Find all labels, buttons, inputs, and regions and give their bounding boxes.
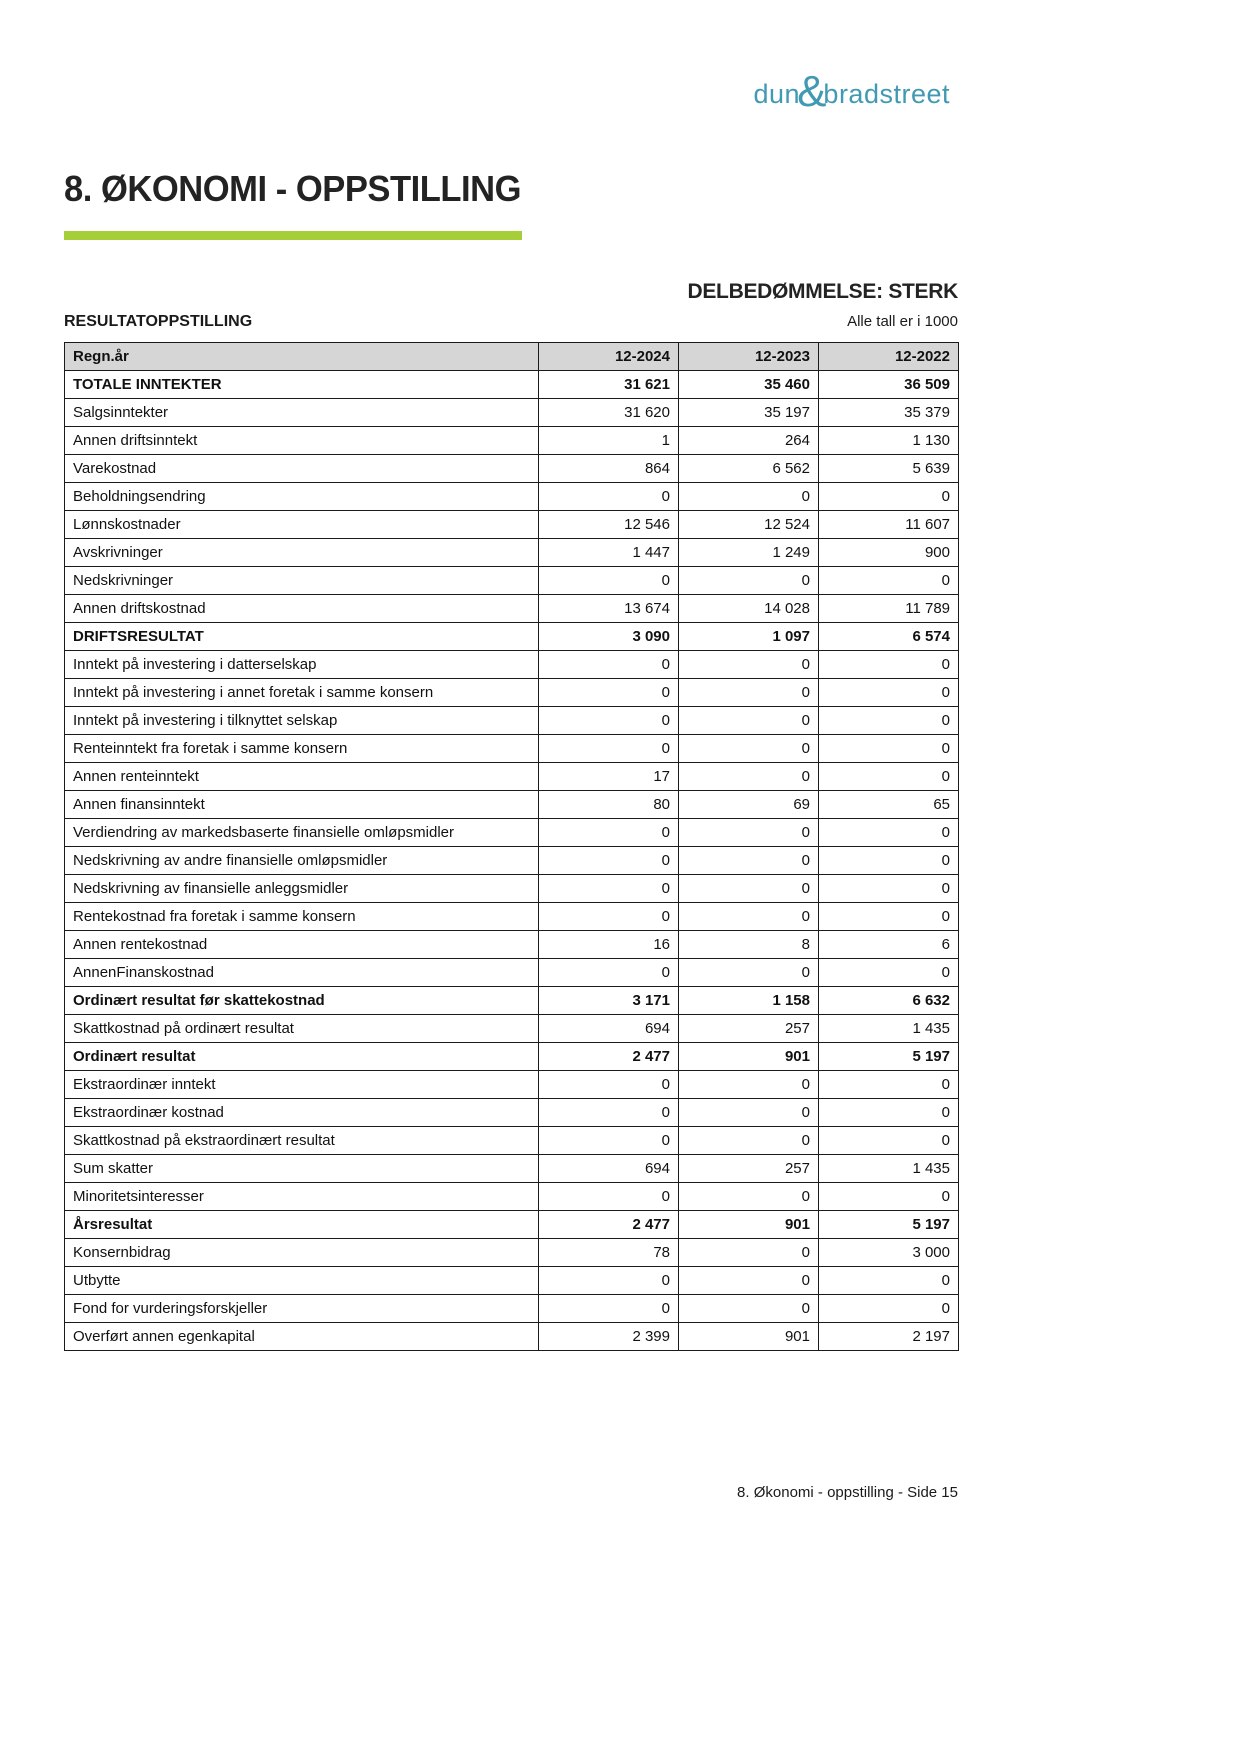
row-value: 0: [819, 1183, 959, 1211]
row-value: 0: [539, 651, 679, 679]
row-value: 0: [679, 651, 819, 679]
row-label: Annen finansinntekt: [65, 791, 539, 819]
row-value: 0: [679, 707, 819, 735]
results-table: [64, 342, 959, 1351]
row-label: Nedskrivninger: [65, 567, 539, 595]
row-label: TOTALE INNTEKTER: [65, 371, 539, 399]
row-value: 16: [539, 931, 679, 959]
row-value: 0: [539, 819, 679, 847]
row-value: 35 460: [679, 371, 819, 399]
row-label: Varekostnad: [65, 455, 539, 483]
row-value: 3 000: [819, 1239, 959, 1267]
table-row: [65, 1295, 959, 1323]
row-value: 0: [539, 1071, 679, 1099]
row-value: 35 197: [679, 399, 819, 427]
row-value: 0: [539, 679, 679, 707]
dun-bradstreet-logo: [753, 67, 951, 116]
row-value: 900: [819, 539, 959, 567]
table-row: [65, 651, 959, 679]
table-row: [65, 987, 959, 1015]
row-value: 0: [679, 1239, 819, 1267]
page-content: [64, 0, 958, 1754]
row-value: 0: [539, 875, 679, 903]
row-value: 1 097: [679, 623, 819, 651]
row-label: Fond for vurderingsforskjeller: [65, 1295, 539, 1323]
row-value: 0: [679, 1071, 819, 1099]
row-value: 0: [679, 903, 819, 931]
row-label: Minoritetsinteresser: [65, 1183, 539, 1211]
table-row: [65, 903, 959, 931]
row-value: 0: [819, 483, 959, 511]
row-value: 69: [679, 791, 819, 819]
row-value: 257: [679, 1155, 819, 1183]
row-value: 11 607: [819, 511, 959, 539]
row-value: 0: [679, 735, 819, 763]
row-value: 6 574: [819, 623, 959, 651]
table-row: [65, 511, 959, 539]
table-row: [65, 483, 959, 511]
row-value: 0: [819, 819, 959, 847]
table-row: [65, 707, 959, 735]
row-value: 12 546: [539, 511, 679, 539]
row-label: Ekstraordinær kostnad: [65, 1099, 539, 1127]
row-value: 864: [539, 455, 679, 483]
table-section-label: RESULTATOPPSTILLING: [64, 313, 253, 330]
row-value: 0: [539, 903, 679, 931]
row-value: 2 477: [539, 1211, 679, 1239]
row-label: Konsernbidrag: [65, 1239, 539, 1267]
row-value: 0: [819, 1099, 959, 1127]
table-row: [65, 1183, 959, 1211]
row-label: Sum skatter: [65, 1155, 539, 1183]
row-value: 80: [539, 791, 679, 819]
table-row: [65, 763, 959, 791]
assessment-rating: DELBEDØMMELSE: STERK: [687, 280, 958, 303]
row-value: 3 171: [539, 987, 679, 1015]
row-label: Verdiendring av markedsbaserte finansielle omløpsmidler: [65, 819, 539, 847]
row-value: 0: [679, 1295, 819, 1323]
row-value: 0: [679, 959, 819, 987]
table-row: [65, 1043, 959, 1071]
row-value: 0: [539, 483, 679, 511]
row-label: DRIFTSRESULTAT: [65, 623, 539, 651]
row-label: Nedskrivning av andre finansielle omløpsmidler: [65, 847, 539, 875]
page-title: 8. ØKONOMI - OPPSTILLING: [64, 168, 521, 209]
table-row: [65, 1323, 959, 1351]
row-value: 1 447: [539, 539, 679, 567]
row-value: 0: [679, 1099, 819, 1127]
row-value: 0: [819, 1071, 959, 1099]
row-value: 5 639: [819, 455, 959, 483]
table-row: [65, 595, 959, 623]
row-label: Avskrivninger: [65, 539, 539, 567]
row-label: Inntekt på investering i annet foretak i samme konsern: [65, 679, 539, 707]
row-value: 0: [539, 1127, 679, 1155]
table-row: [65, 399, 959, 427]
row-value: 0: [819, 735, 959, 763]
row-label: Inntekt på investering i tilknyttet selskap: [65, 707, 539, 735]
row-label: Nedskrivning av finansielle anleggsmidler: [65, 875, 539, 903]
row-value: 0: [539, 707, 679, 735]
row-label: Skattkostnad på ekstraordinært resultat: [65, 1127, 539, 1155]
row-value: 6 632: [819, 987, 959, 1015]
row-label: Beholdningsendring: [65, 483, 539, 511]
row-value: 264: [679, 427, 819, 455]
row-value: 0: [679, 1183, 819, 1211]
row-value: 0: [819, 1295, 959, 1323]
row-value: 1: [539, 427, 679, 455]
row-label: Ordinært resultat før skattekostnad: [65, 987, 539, 1015]
table-row: [65, 735, 959, 763]
row-value: 1 158: [679, 987, 819, 1015]
column-header-2023: 12-2023: [679, 343, 819, 371]
row-value: 0: [679, 679, 819, 707]
row-value: 0: [539, 1267, 679, 1295]
row-label: Rentekostnad fra foretak i samme konsern: [65, 903, 539, 931]
table-row: [65, 1267, 959, 1295]
column-header-2022: 12-2022: [819, 343, 959, 371]
row-value: 0: [819, 1267, 959, 1295]
row-label: Annen driftskostnad: [65, 595, 539, 623]
row-value: 14 028: [679, 595, 819, 623]
row-value: 31 621: [539, 371, 679, 399]
row-value: 0: [819, 875, 959, 903]
row-label: Annen rentekostnad: [65, 931, 539, 959]
logo-word-dun: dun: [753, 78, 801, 109]
row-value: 901: [679, 1043, 819, 1071]
row-value: 0: [819, 707, 959, 735]
table-row: [65, 847, 959, 875]
results-table-body: [65, 371, 959, 1351]
row-value: 5 197: [819, 1211, 959, 1239]
table-row: [65, 819, 959, 847]
row-value: 0: [819, 567, 959, 595]
row-value: 0: [679, 763, 819, 791]
row-value: 78: [539, 1239, 679, 1267]
row-label: Salgsinntekter: [65, 399, 539, 427]
row-value: 0: [539, 1099, 679, 1127]
row-value: 0: [819, 903, 959, 931]
column-header-label: Regn.år: [65, 343, 539, 371]
row-label: Lønnskostnader: [65, 511, 539, 539]
row-value: 0: [539, 959, 679, 987]
row-value: 0: [539, 735, 679, 763]
row-value: 35 379: [819, 399, 959, 427]
table-row: [65, 1239, 959, 1267]
unit-note: Alle tall er i 1000: [847, 313, 958, 330]
logo-word-bradstreet: bradstreet: [823, 78, 950, 109]
header-row: [65, 343, 959, 371]
row-value: 0: [819, 1127, 959, 1155]
row-value: 0: [819, 959, 959, 987]
table-caption-row: [64, 313, 958, 331]
row-value: 0: [539, 1183, 679, 1211]
table-row: [65, 791, 959, 819]
table-row: [65, 875, 959, 903]
row-label: Inntekt på investering i datterselskap: [65, 651, 539, 679]
row-label: Overført annen egenkapital: [65, 1323, 539, 1351]
row-value: 0: [679, 1127, 819, 1155]
table-row: [65, 455, 959, 483]
row-value: 6: [819, 931, 959, 959]
table-row: [65, 1127, 959, 1155]
row-value: 0: [819, 763, 959, 791]
row-value: 2 197: [819, 1323, 959, 1351]
table-row: [65, 931, 959, 959]
row-value: 0: [819, 651, 959, 679]
row-value: 0: [539, 847, 679, 875]
table-row: [65, 959, 959, 987]
row-value: 65: [819, 791, 959, 819]
row-value: 5 197: [819, 1043, 959, 1071]
row-label: Annen driftsinntekt: [65, 427, 539, 455]
row-value: 3 090: [539, 623, 679, 651]
row-value: 2 477: [539, 1043, 679, 1071]
row-value: 13 674: [539, 595, 679, 623]
column-header-2024: 12-2024: [539, 343, 679, 371]
title-accent-bar: [64, 231, 522, 240]
row-label: Utbytte: [65, 1267, 539, 1295]
row-value: 694: [539, 1155, 679, 1183]
row-value: 1 435: [819, 1015, 959, 1043]
row-label: Annen renteinntekt: [65, 763, 539, 791]
table-row: [65, 623, 959, 651]
row-value: 6 562: [679, 455, 819, 483]
row-label: Ekstraordinær inntekt: [65, 1071, 539, 1099]
row-value: 257: [679, 1015, 819, 1043]
row-value: 694: [539, 1015, 679, 1043]
table-row: [65, 1099, 959, 1127]
logo-ampersand-icon: &: [797, 67, 827, 116]
row-label: Ordinært resultat: [65, 1043, 539, 1071]
row-label: Årsresultat: [65, 1211, 539, 1239]
table-row: [65, 1071, 959, 1099]
row-value: 0: [679, 819, 819, 847]
row-value: 0: [679, 1267, 819, 1295]
row-label: Skattkostnad på ordinært resultat: [65, 1015, 539, 1043]
row-value: 8: [679, 931, 819, 959]
row-value: 0: [539, 567, 679, 595]
table-row: [65, 1155, 959, 1183]
row-label: Renteinntekt fra foretak i samme konsern: [65, 735, 539, 763]
row-value: 12 524: [679, 511, 819, 539]
table-row: [65, 427, 959, 455]
row-value: 36 509: [819, 371, 959, 399]
row-value: 0: [679, 847, 819, 875]
row-value: 0: [679, 875, 819, 903]
row-value: 1 435: [819, 1155, 959, 1183]
row-value: 1 130: [819, 427, 959, 455]
row-value: 17: [539, 763, 679, 791]
row-value: 0: [679, 567, 819, 595]
row-value: 901: [679, 1211, 819, 1239]
row-value: 11 789: [819, 595, 959, 623]
row-label: AnnenFinanskostnad: [65, 959, 539, 987]
row-value: 901: [679, 1323, 819, 1351]
row-value: 0: [539, 1295, 679, 1323]
table-row: [65, 567, 959, 595]
page-footer: 8. Økonomi - oppstilling - Side 15: [737, 1484, 958, 1501]
row-value: 1 249: [679, 539, 819, 567]
table-row: [65, 371, 959, 399]
results-table-header: [65, 343, 959, 371]
table-row: [65, 1211, 959, 1239]
row-value: 31 620: [539, 399, 679, 427]
table-row: [65, 1015, 959, 1043]
row-value: 0: [819, 847, 959, 875]
row-value: 0: [679, 483, 819, 511]
table-row: [65, 539, 959, 567]
table-row: [65, 679, 959, 707]
row-value: 2 399: [539, 1323, 679, 1351]
row-value: 0: [819, 679, 959, 707]
